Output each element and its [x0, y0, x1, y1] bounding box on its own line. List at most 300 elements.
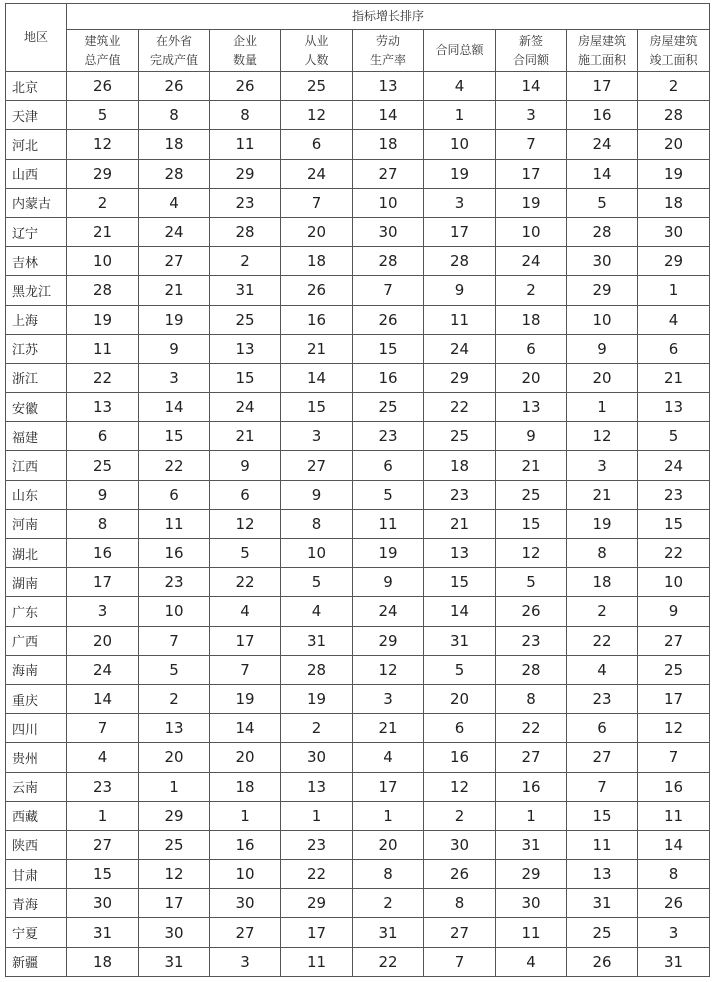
rank-cell: 16	[281, 305, 353, 334]
indicator-header-line: 企业	[232, 33, 257, 48]
rank-cell: 24	[496, 247, 567, 276]
rank-cell: 26	[638, 889, 710, 918]
rank-cell: 18	[424, 451, 496, 480]
rank-cell: 16	[424, 743, 496, 772]
indicator-header-line: 房屋建筑	[649, 33, 698, 48]
rank-cell: 29	[210, 159, 281, 188]
rank-cell: 2	[496, 276, 567, 305]
rank-cell: 5	[210, 539, 281, 568]
table-row	[6, 480, 710, 509]
rank-cell: 7	[567, 772, 638, 801]
indicator-column-header	[210, 30, 281, 72]
rank-cell: 2	[281, 714, 353, 743]
indicator-column-header	[496, 30, 567, 72]
rank-cell: 14	[638, 830, 710, 859]
table-row	[6, 597, 710, 626]
rank-cell: 10	[638, 568, 710, 597]
rank-cell: 9	[281, 480, 353, 509]
rank-cell: 23	[638, 480, 710, 509]
indicator-header-line: 竣工面积	[649, 52, 698, 67]
rank-cell: 6	[424, 714, 496, 743]
rank-cell: 27	[567, 743, 638, 772]
table-body	[6, 72, 710, 977]
rank-cell: 18	[281, 247, 353, 276]
region-cell: 新疆	[6, 947, 67, 976]
rank-cell: 11	[424, 305, 496, 334]
rank-cell: 21	[281, 334, 353, 363]
rank-cell: 19	[281, 684, 353, 713]
rank-cell: 19	[139, 305, 210, 334]
rank-cell: 2	[139, 684, 210, 713]
rank-cell: 21	[424, 509, 496, 538]
rank-cell: 25	[139, 830, 210, 859]
rank-cell: 6	[496, 334, 567, 363]
rank-cell: 29	[424, 363, 496, 392]
rank-cell: 8	[424, 889, 496, 918]
rank-cell: 7	[353, 276, 424, 305]
rank-cell: 31	[353, 918, 424, 947]
table-row	[6, 363, 710, 392]
table-row	[6, 830, 710, 859]
table-row	[6, 860, 710, 889]
region-cell: 广东	[6, 597, 67, 626]
rank-cell: 23	[353, 422, 424, 451]
rank-cell: 11	[67, 334, 139, 363]
indicator-column-header	[424, 30, 496, 72]
region-cell: 江苏	[6, 334, 67, 363]
region-column-header: 地区	[6, 4, 67, 72]
rank-cell: 30	[353, 217, 424, 246]
indicator-header-line: 合同额	[512, 52, 549, 67]
rank-cell: 10	[424, 130, 496, 159]
rank-cell: 27	[67, 830, 139, 859]
rank-cell: 22	[210, 568, 281, 597]
rank-cell: 13	[567, 860, 638, 889]
table-row	[6, 305, 710, 334]
rank-cell: 20	[139, 743, 210, 772]
rank-cell: 2	[210, 247, 281, 276]
rank-cell: 12	[424, 772, 496, 801]
rank-cell: 23	[210, 188, 281, 217]
region-cell: 湖北	[6, 539, 67, 568]
rank-cell: 29	[67, 159, 139, 188]
rank-cell: 22	[496, 714, 567, 743]
rank-cell: 31	[67, 918, 139, 947]
rank-cell: 25	[638, 655, 710, 684]
rank-cell: 12	[353, 655, 424, 684]
rank-cell: 15	[210, 363, 281, 392]
rank-cell: 18	[567, 568, 638, 597]
indicator-column-header	[567, 30, 638, 72]
rank-cell: 10	[67, 247, 139, 276]
table-row	[6, 101, 710, 130]
rank-cell: 1	[67, 801, 139, 830]
rank-cell: 19	[424, 159, 496, 188]
rank-cell: 16	[210, 830, 281, 859]
indicator-column-header	[67, 30, 139, 72]
rank-cell: 18	[638, 188, 710, 217]
region-cell: 重庆	[6, 684, 67, 713]
rank-cell: 3	[424, 188, 496, 217]
table-row	[6, 714, 710, 743]
rank-cell: 30	[567, 247, 638, 276]
rank-cell: 17	[67, 568, 139, 597]
region-cell: 甘肃	[6, 860, 67, 889]
table-row	[6, 743, 710, 772]
table-row	[6, 539, 710, 568]
region-cell: 山东	[6, 480, 67, 509]
rank-cell: 1	[353, 801, 424, 830]
rank-cell: 10	[281, 539, 353, 568]
rank-cell: 9	[210, 451, 281, 480]
region-cell: 湖南	[6, 568, 67, 597]
rank-cell: 13	[210, 334, 281, 363]
rank-cell: 3	[353, 684, 424, 713]
rank-cell: 22	[638, 539, 710, 568]
rank-cell: 12	[638, 714, 710, 743]
rank-cell: 19	[67, 305, 139, 334]
rank-cell: 1	[281, 801, 353, 830]
rank-cell: 22	[424, 393, 496, 422]
indicator-ranking-table	[5, 3, 710, 977]
rank-cell: 25	[567, 918, 638, 947]
rank-cell: 21	[567, 480, 638, 509]
rank-cell: 31	[638, 947, 710, 976]
rank-cell: 15	[567, 801, 638, 830]
rank-cell: 17	[496, 159, 567, 188]
rank-cell: 12	[567, 422, 638, 451]
rank-cell: 9	[139, 334, 210, 363]
rank-cell: 15	[139, 422, 210, 451]
rank-cell: 19	[567, 509, 638, 538]
region-cell: 宁夏	[6, 918, 67, 947]
rank-cell: 27	[281, 451, 353, 480]
rank-cell: 13	[424, 539, 496, 568]
rank-cell: 22	[567, 626, 638, 655]
rank-cell: 23	[424, 480, 496, 509]
rank-cell: 4	[353, 743, 424, 772]
rank-cell: 31	[496, 830, 567, 859]
rank-cell: 10	[353, 188, 424, 217]
rank-cell: 26	[424, 860, 496, 889]
rank-cell: 14	[281, 363, 353, 392]
rank-cell: 8	[496, 684, 567, 713]
rank-cell: 14	[67, 684, 139, 713]
rank-cell: 5	[139, 655, 210, 684]
rank-cell: 16	[353, 363, 424, 392]
rank-cell: 5	[281, 568, 353, 597]
region-cell: 江西	[6, 451, 67, 480]
rank-cell: 8	[210, 101, 281, 130]
region-cell: 广西	[6, 626, 67, 655]
rank-cell: 3	[496, 101, 567, 130]
rank-cell: 4	[567, 655, 638, 684]
rank-cell: 22	[281, 860, 353, 889]
rank-cell: 20	[210, 743, 281, 772]
rank-cell: 31	[210, 276, 281, 305]
rank-cell: 9	[424, 276, 496, 305]
rank-cell: 2	[424, 801, 496, 830]
region-cell: 青海	[6, 889, 67, 918]
rank-cell: 6	[281, 130, 353, 159]
rank-cell: 27	[638, 626, 710, 655]
rank-cell: 25	[353, 393, 424, 422]
rank-cell: 6	[67, 422, 139, 451]
rank-cell: 18	[210, 772, 281, 801]
rank-cell: 14	[496, 72, 567, 101]
rank-cell: 20	[424, 684, 496, 713]
rank-cell: 19	[353, 539, 424, 568]
rank-cell: 12	[496, 539, 567, 568]
rank-cell: 20	[496, 363, 567, 392]
indicator-column-header	[281, 30, 353, 72]
rank-cell: 28	[139, 159, 210, 188]
rank-cell: 8	[638, 860, 710, 889]
rank-cell: 1	[210, 801, 281, 830]
ranking-table-container	[5, 3, 710, 977]
rank-cell: 12	[67, 130, 139, 159]
rank-cell: 11	[139, 509, 210, 538]
rank-cell: 8	[67, 509, 139, 538]
rank-cell: 31	[139, 947, 210, 976]
rank-cell: 27	[424, 918, 496, 947]
rank-cell: 12	[281, 101, 353, 130]
rank-cell: 4	[424, 72, 496, 101]
rank-cell: 13	[638, 393, 710, 422]
rank-cell: 17	[139, 889, 210, 918]
rank-cell: 28	[281, 655, 353, 684]
region-cell: 浙江	[6, 363, 67, 392]
rank-cell: 14	[139, 393, 210, 422]
rank-cell: 16	[496, 772, 567, 801]
rank-cell: 18	[67, 947, 139, 976]
rank-cell: 11	[281, 947, 353, 976]
rank-cell: 24	[638, 451, 710, 480]
rank-cell: 7	[210, 655, 281, 684]
rank-cell: 13	[353, 72, 424, 101]
rank-cell: 11	[496, 918, 567, 947]
rank-cell: 1	[496, 801, 567, 830]
rank-cell: 24	[281, 159, 353, 188]
region-cell: 天津	[6, 101, 67, 130]
rank-cell: 2	[638, 72, 710, 101]
rank-cell: 16	[67, 539, 139, 568]
rank-cell: 11	[210, 130, 281, 159]
rank-cell: 17	[567, 72, 638, 101]
rank-cell: 27	[139, 247, 210, 276]
table-row	[6, 247, 710, 276]
rank-cell: 23	[281, 830, 353, 859]
rank-cell: 29	[281, 889, 353, 918]
rank-cell: 9	[567, 334, 638, 363]
region-cell: 安徽	[6, 393, 67, 422]
rank-cell: 30	[638, 217, 710, 246]
rank-cell: 11	[353, 509, 424, 538]
rank-cell: 17	[638, 684, 710, 713]
region-cell: 北京	[6, 72, 67, 101]
rank-cell: 9	[67, 480, 139, 509]
rank-cell: 1	[424, 101, 496, 130]
rank-cell: 12	[210, 509, 281, 538]
region-cell: 西藏	[6, 801, 67, 830]
rank-cell: 30	[281, 743, 353, 772]
rank-cell: 11	[567, 830, 638, 859]
indicator-header-line: 新签	[518, 33, 543, 48]
rank-cell: 21	[210, 422, 281, 451]
region-cell: 内蒙古	[6, 188, 67, 217]
rank-cell: 6	[353, 451, 424, 480]
table-row	[6, 684, 710, 713]
rank-cell: 22	[139, 451, 210, 480]
rank-cell: 7	[496, 130, 567, 159]
rank-cell: 28	[567, 217, 638, 246]
rank-cell: 6	[139, 480, 210, 509]
rank-cell: 2	[567, 597, 638, 626]
rank-cell: 26	[353, 305, 424, 334]
rank-cell: 30	[424, 830, 496, 859]
rank-cell: 3	[281, 422, 353, 451]
rank-cell: 14	[353, 101, 424, 130]
rank-cell: 4	[638, 305, 710, 334]
rank-cell: 12	[139, 860, 210, 889]
rank-cell: 15	[638, 509, 710, 538]
table-row	[6, 451, 710, 480]
rank-cell: 28	[67, 276, 139, 305]
indicator-header-line: 建筑业	[84, 33, 121, 48]
rank-cell: 9	[638, 597, 710, 626]
rank-cell: 27	[210, 918, 281, 947]
table-row	[6, 568, 710, 597]
indicator-header-row	[6, 30, 710, 72]
table-row	[6, 276, 710, 305]
rank-cell: 6	[567, 714, 638, 743]
table-row	[6, 72, 710, 101]
region-cell: 贵州	[6, 743, 67, 772]
rank-cell: 23	[139, 568, 210, 597]
indicator-header-line: 总产值	[84, 52, 121, 67]
table-row	[6, 509, 710, 538]
rank-cell: 7	[139, 626, 210, 655]
rank-cell: 2	[67, 188, 139, 217]
rank-cell: 18	[496, 305, 567, 334]
region-cell: 海南	[6, 655, 67, 684]
rank-cell: 13	[496, 393, 567, 422]
rank-cell: 30	[496, 889, 567, 918]
rank-cell: 17	[281, 918, 353, 947]
rank-cell: 1	[638, 276, 710, 305]
rank-cell: 19	[638, 159, 710, 188]
table-row	[6, 655, 710, 684]
indicator-header-line: 数量	[232, 52, 257, 67]
region-cell: 辽宁	[6, 217, 67, 246]
table-row	[6, 393, 710, 422]
rank-cell: 17	[210, 626, 281, 655]
rank-cell: 15	[496, 509, 567, 538]
rank-cell: 2	[353, 889, 424, 918]
rank-cell: 29	[139, 801, 210, 830]
rank-cell: 21	[67, 217, 139, 246]
rank-cell: 26	[496, 597, 567, 626]
rank-cell: 14	[567, 159, 638, 188]
rank-cell: 28	[353, 247, 424, 276]
rank-cell: 28	[424, 247, 496, 276]
rank-cell: 26	[281, 276, 353, 305]
rank-cell: 20	[353, 830, 424, 859]
rank-cell: 16	[139, 539, 210, 568]
table-row	[6, 801, 710, 830]
rank-cell: 28	[210, 217, 281, 246]
rank-cell: 6	[210, 480, 281, 509]
rank-cell: 29	[638, 247, 710, 276]
table-row	[6, 772, 710, 801]
rank-cell: 10	[210, 860, 281, 889]
rank-cell: 21	[139, 276, 210, 305]
region-cell: 吉林	[6, 247, 67, 276]
region-cell: 河北	[6, 130, 67, 159]
rank-cell: 31	[281, 626, 353, 655]
rank-cell: 10	[139, 597, 210, 626]
indicator-header-line: 完成产值	[149, 52, 198, 67]
rank-cell: 3	[638, 918, 710, 947]
indicator-header-line: 生产率	[369, 52, 406, 67]
table-header	[6, 4, 710, 72]
rank-cell: 13	[139, 714, 210, 743]
rank-cell: 13	[281, 772, 353, 801]
rank-cell: 20	[567, 363, 638, 392]
rank-cell: 21	[638, 363, 710, 392]
table-row	[6, 217, 710, 246]
indicator-header-line: 施工面积	[577, 52, 626, 67]
rank-cell: 22	[353, 947, 424, 976]
rank-cell: 23	[496, 626, 567, 655]
rank-cell: 3	[210, 947, 281, 976]
rank-cell: 3	[567, 451, 638, 480]
rank-cell: 20	[67, 626, 139, 655]
rank-cell: 25	[424, 422, 496, 451]
table-row	[6, 159, 710, 188]
region-cell: 云南	[6, 772, 67, 801]
rank-cell: 15	[353, 334, 424, 363]
rank-cell: 13	[67, 393, 139, 422]
indicator-header-line: 从业	[304, 33, 329, 48]
rank-cell: 25	[281, 72, 353, 101]
rank-cell: 21	[496, 451, 567, 480]
table-row	[6, 188, 710, 217]
table-row	[6, 334, 710, 363]
rank-cell: 27	[353, 159, 424, 188]
rank-cell: 18	[139, 130, 210, 159]
rank-cell: 24	[210, 393, 281, 422]
rank-cell: 29	[496, 860, 567, 889]
rank-cell: 24	[139, 217, 210, 246]
rank-cell: 1	[139, 772, 210, 801]
region-cell: 福建	[6, 422, 67, 451]
rank-cell: 10	[496, 217, 567, 246]
indicator-header-line: 房屋建筑	[577, 33, 626, 48]
region-cell: 陕西	[6, 830, 67, 859]
rank-cell: 24	[567, 130, 638, 159]
rank-cell: 4	[139, 188, 210, 217]
rank-cell: 4	[281, 597, 353, 626]
indicator-column-header	[139, 30, 210, 72]
rank-cell: 24	[353, 597, 424, 626]
rank-cell: 24	[424, 334, 496, 363]
rank-cell: 5	[567, 188, 638, 217]
rank-cell: 9	[353, 568, 424, 597]
indicator-column-header	[353, 30, 424, 72]
rank-cell: 7	[67, 714, 139, 743]
indicator-header-line: 人数	[304, 52, 329, 67]
